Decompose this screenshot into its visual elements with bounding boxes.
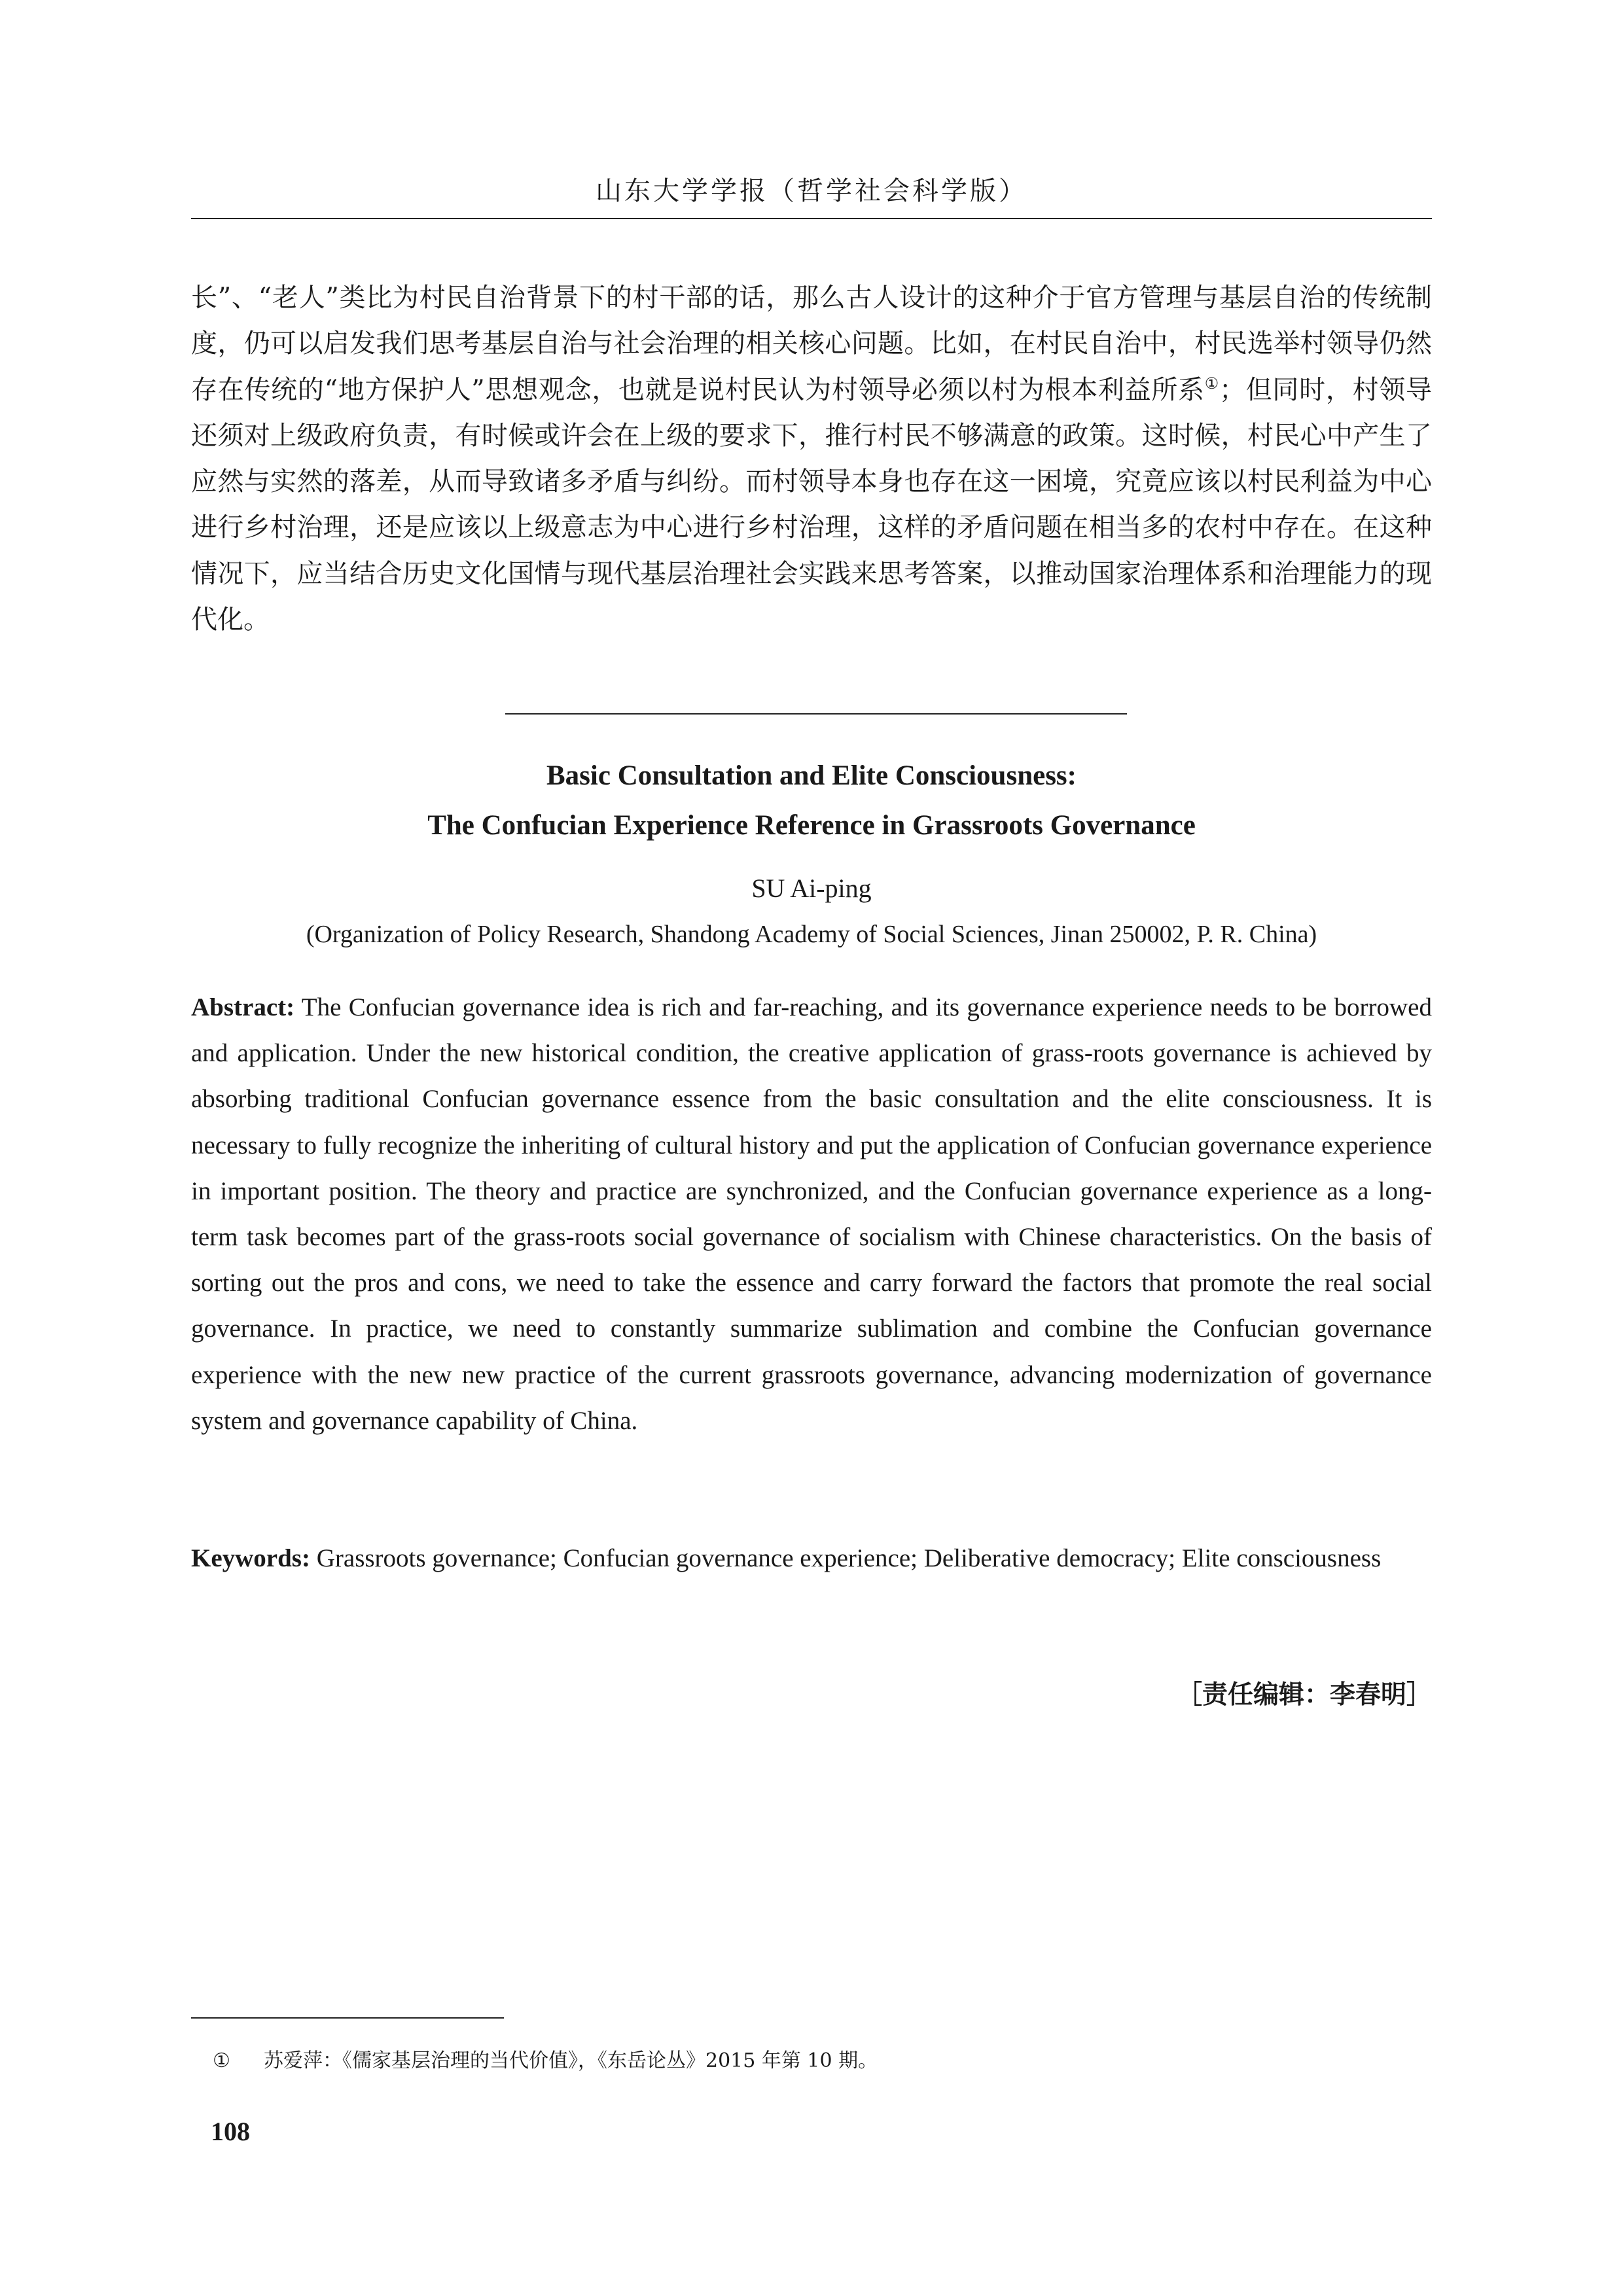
footnote-marker: ① [213, 2049, 230, 2072]
keywords [191, 1536, 1432, 1581]
english-title [191, 751, 1432, 851]
keywords-text: Grassroots governance; Confucian governance experience; Deliberative democracy; Elite consciousness [310, 1544, 1382, 1572]
abstract-label: Abstract: [191, 993, 295, 1021]
abstract-text: The Confucian governance idea is rich and far-reaching, and its governance experience needs to be borrowed and application. Under the new historical condition, the creative application of grass-roots governance is achieved by absorbing traditional Confucian governance essence from the basic consultation and the elite consciousness. It is necessary to fully recognize the inheriting of cultural history and put the application of Confucian governance experience in important position. The theory and practice are synchronized, and the Confucian governance experience as a long-term task becomes part of the grass-roots social governance of socialism with Chinese characteristics. On the basis of sorting out the pros and cons, we need to take the essence and carry forward the factors that promote the real social governance. In practice, we need to constantly summarize sublimation and combine the Confucian governance experience with the new new practice of the current grassroots governance, advancing modernization of governance system and governance capability of China. [191, 993, 1432, 1435]
author-affiliation: (Organization of Policy Research, Shandong Academy of Social Sciences, Jinan 250002, P. R. China) [306, 921, 1317, 948]
english-title-line-2: The Confucian Experience Reference in Grassroots Governance [427, 810, 1196, 841]
abstract [191, 985, 1432, 1444]
footnote [213, 2047, 878, 2075]
chinese-text-before-note: 长”、“老人”类比为村民自治背景下的村干部的话，那么古人设计的这种介于官方管理与基层自治的传统制度，仍可以启发我们思考基层自治与社会治理的相关核心问题。比如，在村民自治中，村民选举村领导仍然存在传统的“地方保护人”思想观念，也就是说村民认为村领导必须以村为根本利益所系 [191, 283, 1432, 405]
english-title-line-1: Basic Consultation and Elite Consciousness: [546, 760, 1077, 791]
author-name: SU Ai-ping [751, 874, 872, 903]
keywords-label: Keywords: [191, 1544, 310, 1572]
header-rule [191, 218, 1432, 219]
footnote-rule [191, 2017, 504, 2019]
chinese-paragraph [191, 275, 1432, 643]
footnote-text: 苏爱萍：《儒家基层治理的当代价值》，《东岳论丛》2015 年第 10 期。 [264, 2049, 878, 2072]
footnote-reference[interactable]: ① [1204, 374, 1219, 393]
section-separator [505, 713, 1127, 715]
page-number: 108 [211, 2117, 250, 2146]
running-header: 山东大学学报（哲学社会科学版） [596, 176, 1027, 206]
chinese-text-after-note: ；但同时，村领导还须对上级政府负责，有时候或许会在上级的要求下，推行村民不够满意的政策。这时候，村民心中产生了应然与实然的落差，从而导致诸多矛盾与纠纷。而村领导本身也存在这一困境，究竟应该以村民利益为中心进行乡村治理，还是应该以上级意志为中心进行乡村治理，这样的矛盾问题在相当多的农村中存在。在这种情况下，应当结合历史文化国情与现代基层治理社会实践来思考答案，以推动国家治理体系和治理能力的现代化。 [191, 374, 1433, 635]
responsible-editor: ［责任编辑：李春明］ [1176, 1680, 1432, 1710]
chinese-paragraph-text [191, 275, 1432, 643]
